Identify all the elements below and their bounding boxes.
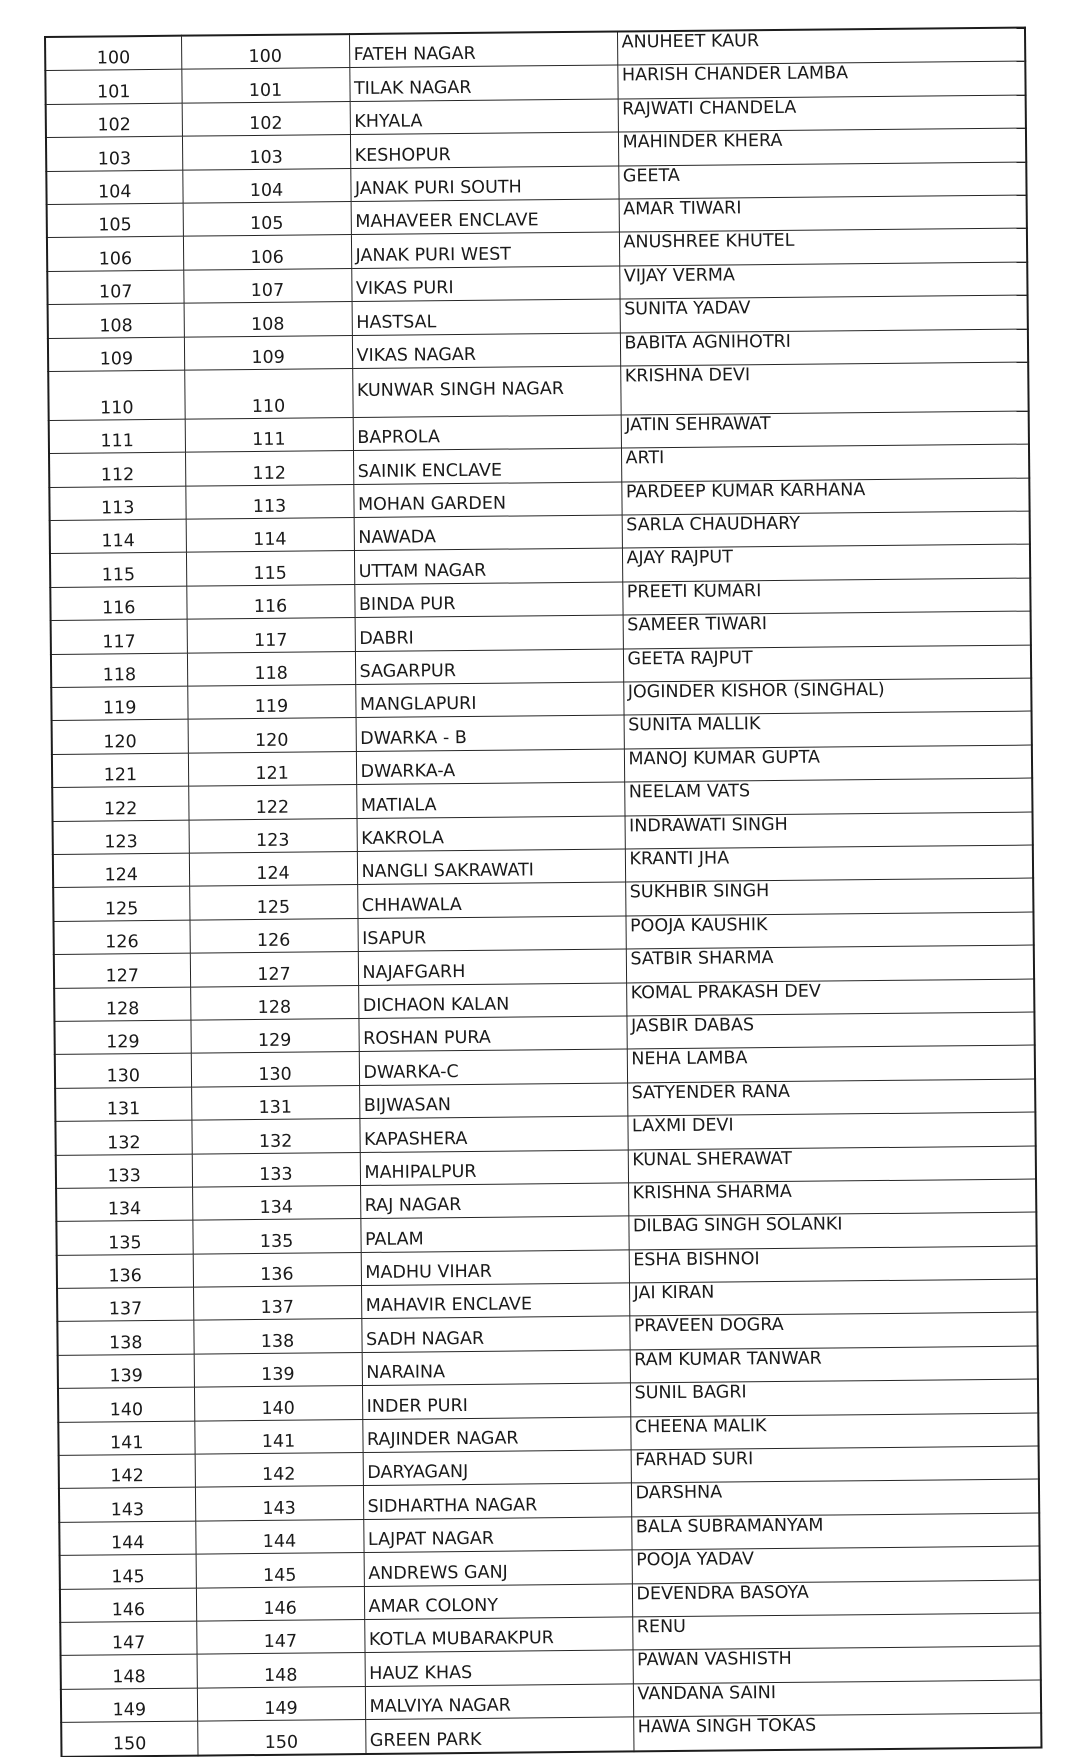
serial-number-cell: 132 [55,1120,191,1155]
ward-number-cell: 141 [194,1419,362,1454]
serial-number-cell: 119 [51,686,187,721]
serial-number-cell: 124 [53,853,189,888]
ward-name-cell: GREEN PARK [365,1717,633,1753]
ward-number-cell: 148 [197,1653,365,1688]
ward-number-cell: 121 [188,751,356,786]
ward-name-cell: ANDREWS GANJ [364,1550,632,1586]
serial-number-cell: 121 [52,753,188,788]
ward-name-cell: ISAPUR [357,916,625,952]
candidate-name-cell: POOJA YADAV [632,1546,1040,1583]
ward-number-cell: 133 [192,1152,360,1187]
ward-number-cell: 105 [183,202,351,237]
serial-number-cell: 125 [53,887,189,922]
ward-name-cell: SAINIK ENCLAVE [353,448,621,484]
candidate-name-cell: JASBIR DABAS [626,1012,1034,1049]
serial-number-cell: 138 [57,1321,193,1356]
ward-number-cell: 107 [183,268,351,303]
candidate-name-cell: KRISHNA DEVI [620,362,1028,415]
ward-name-cell: NAJAFGARH [358,949,626,985]
candidate-name-cell: KOMAL PRAKASH DEV [626,979,1034,1016]
candidate-name-cell: MAHINDER KHERA [618,128,1026,165]
ward-name-cell: DARYAGANJ [363,1450,631,1486]
candidate-name-cell: FARHAD SURI [631,1446,1039,1483]
candidate-name-cell: JATIN SEHRAWAT [621,411,1029,448]
ward-number-cell: 117 [187,618,355,653]
candidate-name-cell: SUNITA MALLIK [624,711,1032,748]
candidate-name-cell: AMAR TIWARI [619,195,1027,232]
serial-number-cell: 150 [61,1721,197,1756]
candidate-name-cell: NEELAM VATS [624,778,1032,815]
ward-name-cell: DWARKA-C [359,1049,627,1085]
ward-name-cell: BIJWASAN [359,1083,627,1119]
candidate-name-cell: SARLA CHAUDHARY [622,511,1030,548]
ward-name-cell: VIKAS NAGAR [352,333,620,369]
ward-name-cell: JANAK PURI WEST [351,232,619,268]
serial-number-cell: 145 [60,1554,196,1589]
ward-name-cell: INDER PURI [362,1383,630,1419]
serial-number-cell: 116 [50,586,186,621]
ward-number-cell: 135 [192,1219,360,1254]
serial-number-cell: 120 [52,720,188,755]
ward-name-cell: NARAINA [362,1350,630,1386]
serial-number-cell: 131 [55,1087,191,1122]
ward-name-cell: RAJINDER NAGAR [362,1417,630,1453]
ward-number-cell: 126 [189,918,357,953]
ward-name-cell: MAHAVEER ENCLAVE [351,199,619,235]
serial-number-cell: 127 [54,953,190,988]
candidate-name-cell: BABITA AGNIHOTRI [620,329,1028,366]
serial-number-cell: 126 [53,920,189,955]
serial-number-cell: 104 [46,170,182,205]
candidate-name-cell: SUNIL BAGRI [630,1379,1038,1416]
candidate-name-cell: SUKHBIR SINGH [625,878,1033,915]
serial-number-cell: 149 [61,1688,197,1723]
candidate-name-cell: VIJAY VERMA [619,262,1027,299]
ward-name-cell: DWARKA - B [356,715,624,751]
ward-name-cell: MAHIPALPUR [360,1149,628,1185]
candidate-name-cell: SATYENDER RANA [627,1079,1035,1116]
candidate-table-body [45,28,1041,1757]
serial-number-cell: 143 [59,1488,195,1523]
candidate-name-cell: DEVENDRA BASOYA [632,1580,1040,1617]
candidate-name-cell: KUNAL SHERAWAT [628,1146,1036,1183]
candidate-name-cell: POOJA KAUSHIK [625,912,1033,949]
candidate-name-cell: HARISH CHANDER LAMBA [617,61,1025,98]
serial-number-cell: 133 [56,1154,192,1189]
candidate-name-cell: NEHA LAMBA [627,1045,1035,1082]
serial-number-cell: 129 [54,1020,190,1055]
candidate-table [44,27,1042,1757]
ward-number-cell: 147 [196,1619,364,1654]
serial-number-cell: 108 [48,303,184,338]
ward-number-cell: 146 [196,1586,364,1621]
ward-name-cell: AMAR COLONY [364,1584,632,1620]
ward-name-cell: NAWADA [354,515,622,551]
serial-number-cell: 113 [49,486,185,521]
ward-name-cell: KUNWAR SINGH NAGAR [352,366,620,418]
ward-name-cell: BAPROLA [353,415,621,451]
serial-number-cell: 128 [54,987,190,1022]
ward-number-cell: 102 [182,101,350,136]
ward-number-cell: 110 [184,368,352,419]
serial-number-cell: 101 [45,70,181,105]
ward-number-cell: 130 [191,1052,359,1087]
ward-number-cell: 108 [184,302,352,337]
candidate-name-cell: KRANTI JHA [625,845,1033,882]
ward-name-cell: MADHU VIHAR [361,1250,629,1286]
candidate-name-cell: PREETI KUMARI [622,578,1030,615]
ward-name-cell: SADH NAGAR [361,1316,629,1352]
ward-number-cell: 136 [193,1252,361,1287]
ward-name-cell: MANGLAPURI [355,682,623,718]
ward-name-cell: MALVIYA NAGAR [365,1684,633,1720]
serial-number-cell: 144 [59,1521,195,1556]
ward-name-cell: DABRI [355,615,623,651]
ward-name-cell: VIKAS PURI [351,266,619,302]
candidate-name-cell: GEETA [618,162,1026,199]
serial-number-cell: 100 [45,36,181,71]
ward-number-cell: 123 [189,818,357,853]
candidate-name-cell: PRAVEEN DOGRA [629,1312,1037,1349]
candidate-name-cell: SUNITA YADAV [620,295,1028,332]
serial-number-cell: 147 [60,1621,196,1656]
ward-number-cell: 122 [188,785,356,820]
ward-number-cell: 106 [183,235,351,270]
serial-number-cell: 122 [52,786,188,821]
serial-number-cell: 141 [58,1421,194,1456]
ward-number-cell: 101 [181,68,349,103]
ward-name-cell: NANGLI SAKRAWATI [357,849,625,885]
ward-name-cell: DICHAON KALAN [358,983,626,1019]
ward-number-cell: 116 [186,584,354,619]
document-sheet [44,27,1040,1757]
ward-number-cell: 124 [189,852,357,887]
candidate-name-cell: CHEENA MALIK [630,1413,1038,1450]
ward-number-cell: 137 [193,1286,361,1321]
serial-number-cell: 135 [56,1220,192,1255]
ward-number-cell: 149 [197,1686,365,1721]
candidate-name-cell: KRISHNA SHARMA [628,1179,1036,1216]
ward-number-cell: 111 [185,417,353,452]
ward-name-cell: TILAK NAGAR [349,65,617,101]
candidate-name-cell: ARTI [621,444,1029,481]
serial-number-cell: 112 [49,452,185,487]
ward-number-cell: 119 [187,685,355,720]
ward-name-cell: PALAM [360,1216,628,1252]
ward-name-cell: FATEH NAGAR [349,31,617,67]
serial-number-cell: 148 [61,1654,197,1689]
ward-number-cell: 128 [190,985,358,1020]
ward-name-cell: DWARKA-A [356,749,624,785]
serial-number-cell: 130 [55,1053,191,1088]
serial-number-cell: 136 [57,1254,193,1289]
serial-number-cell: 142 [59,1454,195,1489]
ward-number-cell: 118 [187,651,355,686]
ward-number-cell: 114 [186,518,354,553]
candidate-name-cell: RAM KUMAR TANWAR [630,1346,1038,1383]
ward-number-cell: 104 [182,168,350,203]
serial-number-cell: 110 [48,370,184,420]
ward-number-cell: 145 [196,1553,364,1588]
ward-number-cell: 112 [185,451,353,486]
ward-name-cell: KAKROLA [357,816,625,852]
ward-name-cell: MAHAVIR ENCLAVE [361,1283,629,1319]
serial-number-cell: 109 [48,337,184,372]
serial-number-cell: 123 [53,820,189,855]
ward-name-cell: RAJ NAGAR [360,1183,628,1219]
ward-name-cell: HAUZ KHAS [365,1650,633,1686]
ward-number-cell: 132 [191,1119,359,1154]
ward-number-cell: 109 [184,335,352,370]
ward-name-cell: KHYALA [350,99,618,135]
ward-number-cell: 113 [185,484,353,519]
ward-name-cell: KESHOPUR [350,132,618,168]
ward-number-cell: 139 [194,1352,362,1387]
candidate-name-cell: SAMEER TIWARI [623,611,1031,648]
candidate-name-cell: RENU [632,1613,1040,1650]
candidate-name-cell: RAJWATI CHANDELA [618,95,1026,132]
candidate-name-cell: DARSHNA [631,1479,1039,1516]
ward-name-cell: MOHAN GARDEN [353,482,621,518]
candidate-name-cell: PAWAN VASHISTH [633,1646,1041,1683]
ward-number-cell: 143 [195,1486,363,1521]
ward-name-cell: HASTSAL [352,299,620,335]
serial-number-cell: 111 [49,419,185,454]
ward-number-cell: 131 [191,1085,359,1120]
candidate-name-cell: INDRAWATI SINGH [625,812,1033,849]
ward-name-cell: KAPASHERA [359,1116,627,1152]
ward-name-cell: KOTLA MUBARAKPUR [364,1617,632,1653]
candidate-name-cell: PARDEEP KUMAR KARHANA [621,478,1029,515]
candidate-name-cell: JAI KIRAN [629,1279,1037,1316]
ward-number-cell: 134 [192,1185,360,1220]
serial-number-cell: 102 [46,103,182,138]
serial-number-cell: 140 [58,1387,194,1422]
candidate-name-cell: ANUHEET KAUR [617,28,1025,66]
ward-number-cell: 115 [186,551,354,586]
ward-number-cell: 142 [195,1453,363,1488]
candidate-name-cell: SATBIR SHARMA [626,945,1034,982]
ward-number-cell: 127 [190,952,358,987]
serial-number-cell: 105 [47,203,183,238]
candidate-name-cell: LAXMI DEVI [627,1112,1035,1149]
ward-number-cell: 138 [193,1319,361,1354]
ward-number-cell: 140 [194,1386,362,1421]
ward-name-cell: LAJPAT NAGAR [363,1517,631,1553]
serial-number-cell: 117 [51,619,187,654]
ward-number-cell: 103 [182,135,350,170]
candidate-name-cell: GEETA RAJPUT [623,645,1031,682]
serial-number-cell: 134 [56,1187,192,1222]
ward-name-cell: SIDHARTHA NAGAR [363,1483,631,1519]
ward-name-cell: BINDA PUR [354,582,622,618]
ward-number-cell: 150 [197,1720,365,1756]
candidate-name-cell: ESHA BISHNOI [629,1246,1037,1283]
serial-number-cell: 115 [50,553,186,588]
serial-number-cell: 114 [50,519,186,554]
ward-number-cell: 129 [190,1018,358,1053]
serial-number-cell: 106 [47,237,183,272]
candidate-name-cell: MANOJ KUMAR GUPTA [624,745,1032,782]
serial-number-cell: 103 [46,136,182,171]
serial-number-cell: 107 [47,270,183,305]
candidate-name-cell: VANDANA SAINI [633,1680,1041,1717]
serial-number-cell: 139 [58,1354,194,1389]
ward-number-cell: 120 [188,718,356,753]
ward-name-cell: CHHAWALA [357,882,625,918]
serial-number-cell: 118 [51,653,187,688]
candidate-name-cell: DILBAG SINGH SOLANKI [628,1212,1036,1249]
ward-number-cell: 144 [195,1519,363,1554]
ward-name-cell: SAGARPUR [355,649,623,685]
candidate-name-cell: JOGINDER KISHOR (SINGHAL) [623,678,1031,715]
ward-name-cell: UTTAM NAGAR [354,548,622,584]
candidate-name-cell: BALA SUBRAMANYAM [631,1513,1039,1550]
candidate-name-cell: ANUSHREE KHUTEL [619,228,1027,265]
serial-number-cell: 137 [57,1287,193,1322]
ward-number-cell: 100 [181,34,349,70]
serial-number-cell: 146 [60,1588,196,1623]
candidate-name-cell: HAWA SINGH TOKAS [633,1713,1041,1751]
candidate-name-cell: AJAY RAJPUT [622,545,1030,582]
ward-name-cell: ROSHAN PURA [358,1016,626,1052]
ward-name-cell: MATIALA [356,782,624,818]
ward-number-cell: 125 [189,885,357,920]
ward-name-cell: JANAK PURI SOUTH [350,166,618,202]
